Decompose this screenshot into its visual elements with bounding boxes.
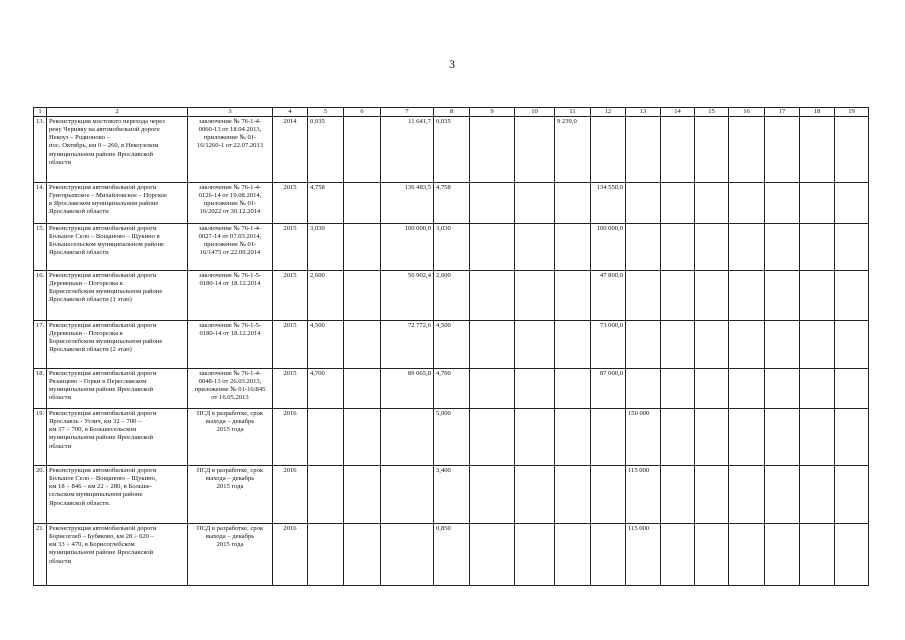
table-cell bbox=[470, 117, 515, 183]
expertise-document: заключение № 76-1-4- 0027-14 от 07.03.2014, приложение № 01- 16/1475 от 22.09.2014 bbox=[188, 224, 273, 271]
column-number: 2 bbox=[47, 108, 188, 117]
table-cell: 4,758 bbox=[308, 183, 344, 224]
table-cell bbox=[835, 369, 869, 409]
table-row bbox=[34, 183, 869, 224]
table-cell bbox=[344, 117, 381, 183]
table-cell bbox=[591, 466, 626, 524]
table-cell bbox=[835, 524, 869, 586]
projects-table bbox=[33, 107, 869, 586]
table-cell bbox=[515, 224, 555, 271]
table-cell bbox=[515, 183, 555, 224]
table-cell bbox=[729, 321, 765, 369]
expertise-document: заключение № 76-1-5- 0180-14 от 18.12.2014 bbox=[188, 271, 273, 321]
table-cell bbox=[695, 117, 729, 183]
table-cell bbox=[470, 524, 515, 586]
row-number: 14. bbox=[34, 183, 47, 224]
table-cell bbox=[729, 466, 765, 524]
table-row bbox=[34, 224, 869, 271]
table-cell bbox=[344, 321, 381, 369]
table-cell bbox=[470, 409, 515, 466]
table-cell: 4,700 bbox=[434, 369, 470, 409]
table-cell bbox=[344, 224, 381, 271]
table-cell bbox=[591, 409, 626, 466]
table-cell bbox=[835, 183, 869, 224]
column-number: 15 bbox=[695, 108, 729, 117]
table-cell bbox=[800, 409, 835, 466]
table-cell bbox=[308, 409, 344, 466]
table-cell: 89 065,8 bbox=[381, 369, 434, 409]
row-number: 19. bbox=[34, 409, 47, 466]
table-cell bbox=[308, 466, 344, 524]
table-cell bbox=[626, 321, 661, 369]
column-number: 8 bbox=[434, 108, 470, 117]
table-cell bbox=[835, 466, 869, 524]
table-cell: 150 000 bbox=[626, 409, 661, 466]
table-cell bbox=[470, 466, 515, 524]
table-cell bbox=[729, 369, 765, 409]
expertise-document: заключение № 76-1-4- 0126-14 от 19.08.2014, приложение № 01- 16/2022 от 30.12.2014 bbox=[188, 183, 273, 224]
column-number: 7 bbox=[381, 108, 434, 117]
table-cell bbox=[765, 117, 800, 183]
table-cell bbox=[800, 524, 835, 586]
page-number: 3 bbox=[449, 57, 455, 71]
table-cell bbox=[695, 183, 729, 224]
table-cell bbox=[765, 524, 800, 586]
table-cell bbox=[729, 271, 765, 321]
object-name: Реконструкция автомобильной дороги Григорьевское – Михайловское – Норское в Ярославском муниципальном районе Ярославской области bbox=[47, 183, 188, 224]
table-cell bbox=[555, 271, 591, 321]
table-cell bbox=[765, 409, 800, 466]
column-number: 4 bbox=[273, 108, 308, 117]
year-cell: 2015 bbox=[273, 321, 308, 369]
table-cell: 3,030 bbox=[308, 224, 344, 271]
table-cell bbox=[729, 524, 765, 586]
column-number: 18 bbox=[800, 108, 835, 117]
table-cell bbox=[661, 271, 695, 321]
table-cell: 5,000 bbox=[434, 409, 470, 466]
table-cell bbox=[591, 117, 626, 183]
expertise-document: заключение № 76-1-5- 0180-14 от 18.12.2014 bbox=[188, 321, 273, 369]
table-cell bbox=[555, 183, 591, 224]
table-cell bbox=[835, 271, 869, 321]
table-cell bbox=[661, 466, 695, 524]
table-cell: 0,850 bbox=[434, 524, 470, 586]
table-row bbox=[34, 409, 869, 466]
column-number: 11 bbox=[555, 108, 591, 117]
table-cell bbox=[800, 321, 835, 369]
table-cell: 4,700 bbox=[308, 369, 344, 409]
table-cell bbox=[626, 183, 661, 224]
expertise-document: заключение № 76-1-4- 0048-13 от 26.03.2013, приложение № 01-16/845 от 16.05.2013 bbox=[188, 369, 273, 409]
table-cell bbox=[729, 224, 765, 271]
table-cell: 136 483,5 bbox=[381, 183, 434, 224]
table-cell bbox=[344, 524, 381, 586]
table-cell bbox=[555, 524, 591, 586]
table-cell bbox=[765, 271, 800, 321]
table-cell bbox=[661, 524, 695, 586]
table-cell bbox=[661, 117, 695, 183]
table-cell bbox=[661, 183, 695, 224]
expertise-document: ПСД в разработке, срок выхода – декабрь 2015 года bbox=[188, 466, 273, 524]
table-cell: 0,035 bbox=[434, 117, 470, 183]
table-cell bbox=[661, 224, 695, 271]
object-name: Реконструкция автомобильной дороги Большое Село – Вощаново – Щукино в Большесельском муниципальном районе Ярославской области bbox=[47, 224, 188, 271]
table-cell bbox=[470, 321, 515, 369]
table-cell: 115 000 bbox=[626, 466, 661, 524]
row-number: 17. bbox=[34, 321, 47, 369]
table-cell bbox=[308, 524, 344, 586]
table-cell: 100 000,0 bbox=[591, 224, 626, 271]
table-cell bbox=[626, 369, 661, 409]
year-cell: 2014 bbox=[273, 117, 308, 183]
table-cell bbox=[800, 183, 835, 224]
table-cell bbox=[729, 409, 765, 466]
table-cell bbox=[515, 369, 555, 409]
table-cell: 134 550,0 bbox=[591, 183, 626, 224]
column-number: 13 bbox=[626, 108, 661, 117]
table-row bbox=[34, 524, 869, 586]
table-cell bbox=[555, 369, 591, 409]
table-cell bbox=[695, 524, 729, 586]
table-cell: 72 772,6 bbox=[381, 321, 434, 369]
table-cell: 87 000,0 bbox=[591, 369, 626, 409]
table-cell bbox=[381, 466, 434, 524]
object-name: Реконструкция автомобильной дороги Деревеньки – Погорелка в Борисоглебском муниципальном районе Ярославской области (2 этап) bbox=[47, 321, 188, 369]
table-cell bbox=[765, 466, 800, 524]
table-cell bbox=[555, 224, 591, 271]
table-cell bbox=[515, 524, 555, 586]
table-cell bbox=[765, 224, 800, 271]
table-cell: 2,600 bbox=[434, 271, 470, 321]
table-cell: 0,035 bbox=[308, 117, 344, 183]
row-number: 21. bbox=[34, 524, 47, 586]
table-cell: 3,400 bbox=[434, 466, 470, 524]
object-name: Реконструкция мостового перехода через реку Черняку на автомобильной дороге Некоуз – Родионово – пос. Октябрь, км 0 – 260, в Некоузском муниципальном районе Ярославской области bbox=[47, 117, 188, 183]
column-number: 5 bbox=[308, 108, 344, 117]
table-cell bbox=[344, 369, 381, 409]
year-cell: 2015 bbox=[273, 369, 308, 409]
column-number: 9 bbox=[470, 108, 515, 117]
table-cell bbox=[470, 271, 515, 321]
table-cell bbox=[661, 409, 695, 466]
table-cell bbox=[381, 524, 434, 586]
row-number: 13. bbox=[34, 117, 47, 183]
table-cell bbox=[765, 321, 800, 369]
table-cell: 115 000 bbox=[626, 524, 661, 586]
header-row bbox=[34, 108, 869, 117]
expertise-document: заключение № 76-1-4- 0060-13 от 18.04.2013, приложение № 01- 16/1260-1 от 22.07.2013 bbox=[188, 117, 273, 183]
table-cell bbox=[344, 409, 381, 466]
table-cell bbox=[515, 271, 555, 321]
table-cell: 73 000,0 bbox=[591, 321, 626, 369]
table-cell bbox=[835, 409, 869, 466]
column-number: 6 bbox=[344, 108, 381, 117]
table-cell bbox=[470, 224, 515, 271]
table-cell bbox=[515, 466, 555, 524]
table-cell: 2,600 bbox=[308, 271, 344, 321]
expertise-document: ПСД в разработке, срок выхода – декабрь 2015 года bbox=[188, 409, 273, 466]
column-number: 14 bbox=[661, 108, 695, 117]
table-cell bbox=[626, 224, 661, 271]
table-cell bbox=[729, 183, 765, 224]
year-cell: 2015 bbox=[273, 224, 308, 271]
table-cell bbox=[661, 369, 695, 409]
table-cell bbox=[344, 183, 381, 224]
row-number: 18. bbox=[34, 369, 47, 409]
table-cell bbox=[695, 409, 729, 466]
table-cell bbox=[381, 409, 434, 466]
table-row bbox=[34, 466, 869, 524]
column-number: 1 bbox=[34, 108, 47, 117]
table-cell bbox=[765, 183, 800, 224]
column-number: 3 bbox=[188, 108, 273, 117]
table-cell bbox=[800, 271, 835, 321]
table-cell bbox=[729, 117, 765, 183]
table-cell bbox=[695, 321, 729, 369]
object-name: Реконструкция автомобильной дороги Борисоглеб – Бубяково, км 28 ÷ 620 – км 33 ÷ 470, в Борисоглебском муниципальном районе Ярославской области bbox=[47, 524, 188, 586]
table-cell bbox=[835, 321, 869, 369]
table-cell: 4,758 bbox=[434, 183, 470, 224]
object-name: Реконструкция автомобильной дороги Деревеньки – Погорелка в Борисоглебском муниципальном районе Ярославской области (1 этап) bbox=[47, 271, 188, 321]
year-cell: 2015 bbox=[273, 183, 308, 224]
table-cell bbox=[800, 117, 835, 183]
column-number: 19 bbox=[835, 108, 869, 117]
table-row bbox=[34, 117, 869, 183]
table-row bbox=[34, 369, 869, 409]
table-cell: 3,030 bbox=[434, 224, 470, 271]
table-cell bbox=[695, 369, 729, 409]
table-cell bbox=[555, 466, 591, 524]
table-cell bbox=[695, 271, 729, 321]
year-cell: 2015 bbox=[273, 271, 308, 321]
table-cell bbox=[765, 369, 800, 409]
object-name: Реконструкция автомобильной дороги Рязанцево – Горки в Переславском муниципальном районе Ярославской области bbox=[47, 369, 188, 409]
table-cell: 50 902,4 bbox=[381, 271, 434, 321]
year-cell: 2016 bbox=[273, 409, 308, 466]
table-cell bbox=[515, 321, 555, 369]
table-cell bbox=[626, 271, 661, 321]
table-cell bbox=[344, 271, 381, 321]
table-cell bbox=[515, 409, 555, 466]
column-number: 12 bbox=[591, 108, 626, 117]
table-cell bbox=[835, 224, 869, 271]
column-number: 17 bbox=[765, 108, 800, 117]
table-cell bbox=[800, 466, 835, 524]
table-cell bbox=[800, 224, 835, 271]
row-number: 15. bbox=[34, 224, 47, 271]
table-row bbox=[34, 271, 869, 321]
table-cell bbox=[800, 369, 835, 409]
table-cell: 11 641,7 bbox=[381, 117, 434, 183]
table-cell: 9 239,0 bbox=[555, 117, 591, 183]
table-cell bbox=[695, 224, 729, 271]
object-name: Реконструкция автомобильной дороги Ярославль - Углич, км 32 ÷ 700 – км 37 ÷ 700, в Большесельском муниципальном районе Ярославской области bbox=[47, 409, 188, 466]
column-number: 16 bbox=[729, 108, 765, 117]
table-cell bbox=[555, 409, 591, 466]
table-cell bbox=[695, 466, 729, 524]
year-cell: 2016 bbox=[273, 466, 308, 524]
column-number: 10 bbox=[515, 108, 555, 117]
table-cell bbox=[555, 321, 591, 369]
table-cell bbox=[835, 117, 869, 183]
object-name: Реконструкция автомобильной дороги Большое Село – Вощаново – Щукино, км 18 ÷ 846 – км 22 ÷ 280, в Больше- сельском муниципальном районе Ярославской области. bbox=[47, 466, 188, 524]
table-cell: 4,500 bbox=[308, 321, 344, 369]
table-row bbox=[34, 321, 869, 369]
year-cell: 2016 bbox=[273, 524, 308, 586]
table-cell: 4,500 bbox=[434, 321, 470, 369]
table-cell: 47 800,0 bbox=[591, 271, 626, 321]
table-cell bbox=[515, 117, 555, 183]
table-cell bbox=[470, 369, 515, 409]
table-cell bbox=[661, 321, 695, 369]
table-cell bbox=[626, 117, 661, 183]
expertise-document: ПСД в разработке, срок выхода – декабрь 2015 года bbox=[188, 524, 273, 586]
table-cell bbox=[591, 524, 626, 586]
row-number: 16. bbox=[34, 271, 47, 321]
table-cell: 100 000,0 bbox=[381, 224, 434, 271]
table-cell bbox=[470, 183, 515, 224]
row-number: 20. bbox=[34, 466, 47, 524]
table-cell bbox=[344, 466, 381, 524]
